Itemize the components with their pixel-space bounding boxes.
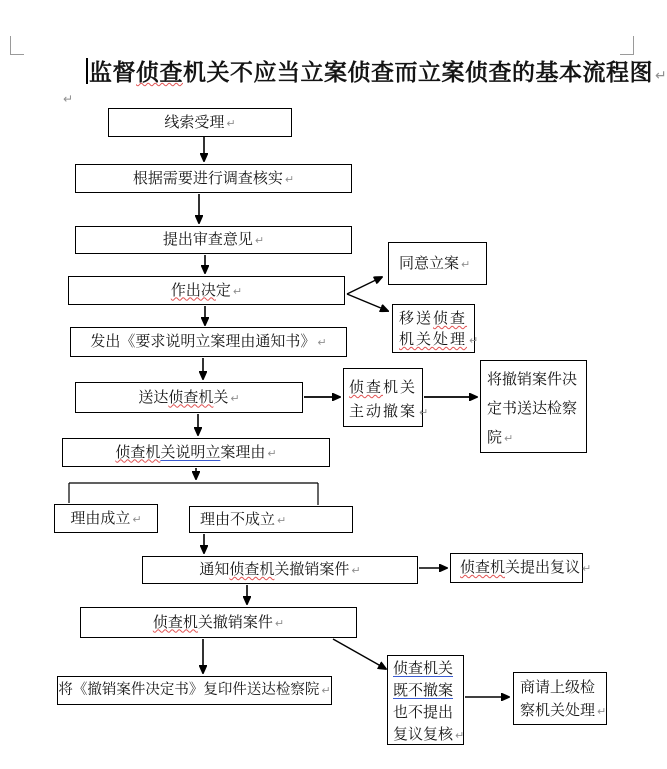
flow-box-reason-valid[interactable]: 理由成立 ↵	[54, 504, 158, 533]
flow-box-agency-explains-reasons[interactable]: 侦查机关说明立案理由 ↵	[62, 438, 330, 467]
paragraph-mark: ↵	[63, 92, 74, 106]
margin-corner-mark-top-left	[10, 36, 24, 55]
paragraph-mark: ↵	[132, 512, 142, 526]
flow-box-agency-reconsideration[interactable]: 侦查机关提出复议 ↵	[450, 553, 583, 583]
flow-box-transfer-to-agency[interactable]: 移送侦查 机关处理 ↵	[392, 304, 475, 353]
flow-box-agency-voluntary-withdrawal[interactable]: 侦查机关 主动撤案 ↵	[343, 368, 423, 427]
page-title[interactable]	[86, 54, 667, 87]
paragraph-mark: ↵	[230, 391, 240, 405]
margin-corner-mark-top-right	[620, 36, 634, 55]
arrow-decision-to-transfer	[347, 294, 388, 311]
paragraph-mark: ↵	[351, 564, 361, 577]
paragraph-mark: ↵	[419, 406, 431, 419]
paragraph-mark: ↵	[455, 729, 465, 742]
paragraph-mark: ↵	[254, 234, 265, 247]
flow-box-make-decision[interactable]: 作出决定 ↵	[68, 276, 345, 305]
flow-box-review-opinion[interactable]: 提出审查意见 ↵	[75, 226, 352, 254]
flow-box-agency-revokes-case[interactable]: 侦查机关撤销案件 ↵	[80, 607, 357, 638]
paragraph-mark: ↵	[232, 284, 243, 298]
paragraph-mark: ↵	[267, 446, 277, 460]
paragraph-mark: ↵	[317, 336, 327, 349]
paragraph-mark: ↵	[461, 257, 471, 271]
paragraph-mark: ↵	[226, 116, 236, 130]
text-cursor	[86, 58, 88, 84]
paragraph-mark: ↵	[582, 562, 592, 575]
paragraph-mark: ↵	[274, 616, 285, 630]
arrow-decision-to-agree	[347, 277, 382, 294]
paragraph-mark: ↵	[504, 432, 514, 445]
flow-box-send-copy-to-procuratorate[interactable]: 将《撤销案件决定书》复印件送达检察院 ↵	[57, 676, 332, 705]
flow-box-reason-invalid[interactable]: 理由不成立 ↵	[189, 506, 353, 533]
flow-box-send-revocation-decision[interactable]: 将撤销案件决 定书送达检察 院 ↵	[480, 360, 587, 453]
paragraph-mark: ↵	[277, 513, 287, 527]
paragraph-mark: ↵	[284, 172, 295, 186]
page-title-text: 监督侦查机关不应当立案侦查而立案侦查的基本流程图 ↵	[89, 60, 667, 86]
flow-box-investigate-verify[interactable]: 根据需要进行调查核实 ↵	[75, 164, 352, 193]
paragraph-mark: ↵	[321, 684, 331, 697]
flow-box-agree-to-file[interactable]: 同意立案 ↵	[388, 242, 487, 285]
arrow-withdraw-to-neither	[333, 639, 386, 669]
paragraph-mark: ↵	[597, 705, 607, 718]
flow-box-consult-superior-procuratorate[interactable]: 商请上级检 察机关处理 ↵	[513, 672, 607, 725]
paragraph-mark: ↵	[469, 334, 481, 347]
flow-box-clue-acceptance[interactable]: 线索受理 ↵	[108, 108, 292, 137]
paragraph-mark: ↵	[655, 68, 667, 84]
flow-box-issue-notice[interactable]: 发出《要求说明立案理由通知书》 ↵	[70, 327, 347, 357]
flow-box-notify-revoke-case[interactable]: 通知侦查机关撤销案件 ↵	[142, 556, 418, 584]
flow-box-serve-agency[interactable]: 送达侦查机关 ↵	[75, 382, 303, 413]
flow-box-neither-withdraw-nor-appeal[interactable]: 侦查机关 既不撤案 也不提出 复议复核 ↵	[387, 655, 464, 745]
